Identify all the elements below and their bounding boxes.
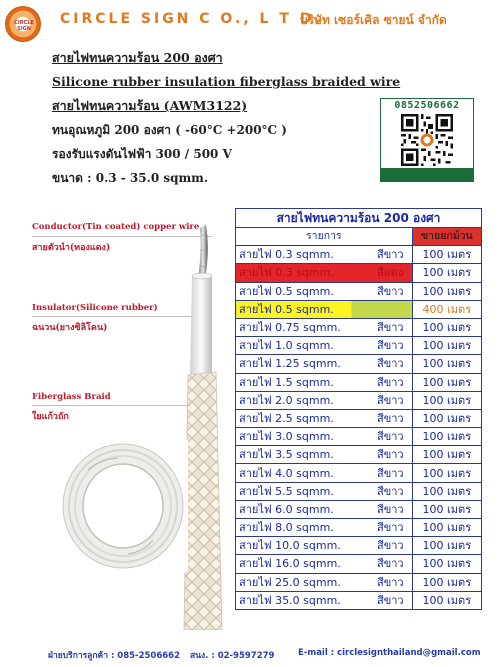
product-cell — [236, 591, 413, 609]
product-name: สายไฟ 1.25 sqmm. — [239, 357, 341, 371]
product-color: สีขาว — [377, 575, 404, 589]
product-name: สายไฟ 4.0 sqmm. — [239, 466, 334, 480]
product-name: สายไฟ 3.0 sqmm. — [239, 430, 334, 444]
roll-quantity: 100 เมตร — [412, 482, 481, 500]
product-name: สายไฟ 0.3 sqmm. — [239, 266, 334, 280]
customer-service-phone[interactable]: ฝ่ายบริการลูกค้า : 085-2506662 — [48, 651, 180, 661]
roll-quantity: 100 เมตร — [412, 264, 481, 282]
product-cell — [236, 264, 413, 282]
roll-quantity: 100 เมตร — [412, 282, 481, 300]
table-row — [236, 537, 482, 555]
product-name: สายไฟ 35.0 sqmm. — [239, 593, 341, 607]
product-name: สายไฟ 10.0 sqmm. — [239, 539, 341, 553]
intro-title-en: Silicone rubber insulation fiberglass braided wire — [52, 74, 401, 89]
intro-title-th: สายไฟทนความร้อน 200 องศา — [52, 50, 223, 65]
table-row — [236, 482, 482, 500]
product-color: สีขาว — [377, 248, 404, 262]
product-cell — [236, 537, 413, 555]
product-color: สีขาว — [377, 466, 404, 480]
roll-quantity: 100 เมตร — [412, 391, 481, 409]
braid-label-en: Fiberglass Braid — [32, 392, 111, 402]
conductor-label-th: สายตัวนำ(ทองแดง) — [32, 243, 111, 253]
wire-coil-image — [58, 440, 188, 572]
table-row — [236, 391, 482, 409]
table-row — [236, 246, 482, 264]
product-color: สีขาว — [377, 448, 404, 462]
table-row — [236, 519, 482, 537]
braid-label-th: ใยแก้วถัก — [32, 412, 69, 422]
product-name: สายไฟ 1.5 sqmm. — [239, 375, 334, 389]
product-name: สายไฟ 0.5 sqmm. — [239, 284, 334, 298]
roll-quantity: 100 เมตร — [412, 573, 481, 591]
product-name: สายไฟ 0.5 sqmm. — [239, 302, 334, 316]
company-name-th: บริษัท เซอร์เคิล ซายน์ จำกัด — [300, 13, 447, 27]
insulator-label-th: ฉนวน(ยางซิลิโคน) — [32, 323, 108, 333]
product-color: สีขาว — [377, 375, 404, 389]
table-row — [236, 300, 482, 318]
roll-quantity: 100 เมตร — [412, 373, 481, 391]
product-cell — [236, 500, 413, 518]
roll-quantity: 100 เมตร — [412, 337, 481, 355]
company-name-en: CIRCLE SIGN C O., L T D. — [60, 11, 323, 27]
roll-quantity: 100 เมตร — [412, 409, 481, 427]
roll-quantity: 100 เมตร — [412, 428, 481, 446]
product-cell — [236, 428, 413, 446]
column-header-sell: ขายยกม้วน — [412, 228, 481, 246]
product-cell — [236, 391, 413, 409]
table-row — [236, 264, 482, 282]
product-name: สายไฟ 5.5 sqmm. — [239, 484, 334, 498]
intro-size: ขนาด : 0.3 - 35.0 sqmm. — [52, 171, 209, 185]
insulator-label-en: Insulator(Silicone rubber) — [32, 303, 158, 313]
qr-footer-bar — [381, 168, 473, 181]
table-row — [236, 409, 482, 427]
product-cell — [236, 282, 413, 300]
table-body — [236, 246, 482, 610]
roll-quantity: 100 เมตร — [412, 555, 481, 573]
contact-email[interactable]: E-mail : circlesignthailand@gmail.com — [298, 648, 481, 658]
office-phone[interactable]: สนง. : 02-9597279 — [190, 651, 275, 661]
intro-temperature: ทนอุณหภูมิ 200 องศา ( -60°C +200°C ) — [52, 123, 287, 137]
product-name: สายไฟ 1.0 sqmm. — [239, 339, 334, 353]
roll-quantity: 100 เมตร — [412, 246, 481, 264]
table-row — [236, 446, 482, 464]
roll-quantity: 400 เมตร — [412, 300, 481, 318]
logo-text: CIRCLE SIGN — [14, 20, 34, 32]
product-cell — [236, 373, 413, 391]
column-header-item: รายการ — [236, 228, 413, 246]
roll-quantity: 100 เมตร — [412, 591, 481, 609]
roll-quantity: 100 เมตร — [412, 500, 481, 518]
table-row — [236, 282, 482, 300]
table-title: สายไฟทนความร้อน 200 องศา — [236, 209, 482, 228]
intro-awm: สายไฟทนความร้อน (AWM3122) — [52, 98, 248, 113]
product-name: สายไฟ 3.5 sqmm. — [239, 448, 334, 462]
product-color: สีขาว — [377, 430, 404, 444]
product-name: สายไฟ 0.75 sqmm. — [239, 321, 341, 335]
line-qr-card[interactable] — [380, 98, 474, 182]
product-color: สีขาว — [377, 321, 404, 335]
product-cell — [236, 355, 413, 373]
roll-quantity: 100 เมตร — [412, 464, 481, 482]
product-cell — [236, 555, 413, 573]
roll-quantity: 100 เมตร — [412, 355, 481, 373]
product-color: สีขาว — [377, 557, 404, 571]
product-cell — [236, 246, 413, 264]
roll-quantity: 100 เมตร — [412, 519, 481, 537]
roll-quantity: 100 เมตร — [412, 446, 481, 464]
product-color: สีขาว — [377, 539, 404, 553]
qr-code-icon — [401, 114, 453, 166]
table-row — [236, 500, 482, 518]
product-color: สีแดง — [377, 266, 404, 280]
table-row — [236, 573, 482, 591]
price-table — [235, 208, 482, 610]
table-row — [236, 428, 482, 446]
product-cell — [236, 482, 413, 500]
conductor-label-en: Conductor(Tin coated) copper wire — [32, 222, 200, 232]
table-row — [236, 373, 482, 391]
qr-phone-number: 0852506662 — [394, 100, 460, 111]
product-color: สีขาว — [377, 593, 404, 607]
roll-quantity: 100 เมตร — [412, 537, 481, 555]
product-color: สีขาว — [377, 502, 404, 516]
product-intro — [52, 46, 401, 190]
product-name: สายไฟ 8.0 sqmm. — [239, 521, 334, 535]
header — [0, 0, 500, 44]
product-cell — [236, 409, 413, 427]
product-cell — [236, 573, 413, 591]
product-cell — [236, 446, 413, 464]
company-logo — [5, 6, 41, 42]
intro-voltage: รองรับแรงดันไฟฟ้า 300 / 500 V — [52, 147, 232, 161]
product-color: สีขาว — [377, 411, 404, 425]
product-color: สีขาว — [377, 357, 404, 371]
product-cell — [236, 519, 413, 537]
product-name: สายไฟ 2.0 sqmm. — [239, 393, 334, 407]
product-cell — [236, 464, 413, 482]
product-name: สายไฟ 16.0 sqmm. — [239, 557, 341, 571]
table-row — [236, 591, 482, 609]
product-name: สายไฟ 2.5 sqmm. — [239, 411, 334, 425]
table-row — [236, 355, 482, 373]
product-cell — [236, 300, 413, 318]
product-name: สายไฟ 6.0 sqmm. — [239, 502, 334, 516]
roll-quantity: 100 เมตร — [412, 318, 481, 336]
product-name: สายไฟ 0.3 sqmm. — [239, 248, 334, 262]
product-name: สายไฟ 25.0 sqmm. — [239, 575, 341, 589]
table-row — [236, 318, 482, 336]
table-row — [236, 555, 482, 573]
product-cell — [236, 337, 413, 355]
product-color: สีขาว — [377, 521, 404, 535]
product-color: สีขาว — [377, 284, 404, 298]
product-cell — [236, 318, 413, 336]
table-row — [236, 337, 482, 355]
product-color: สีขาว — [377, 393, 404, 407]
product-color: สีขาว — [377, 339, 404, 353]
product-color: สีขาว — [377, 484, 404, 498]
table-row — [236, 464, 482, 482]
